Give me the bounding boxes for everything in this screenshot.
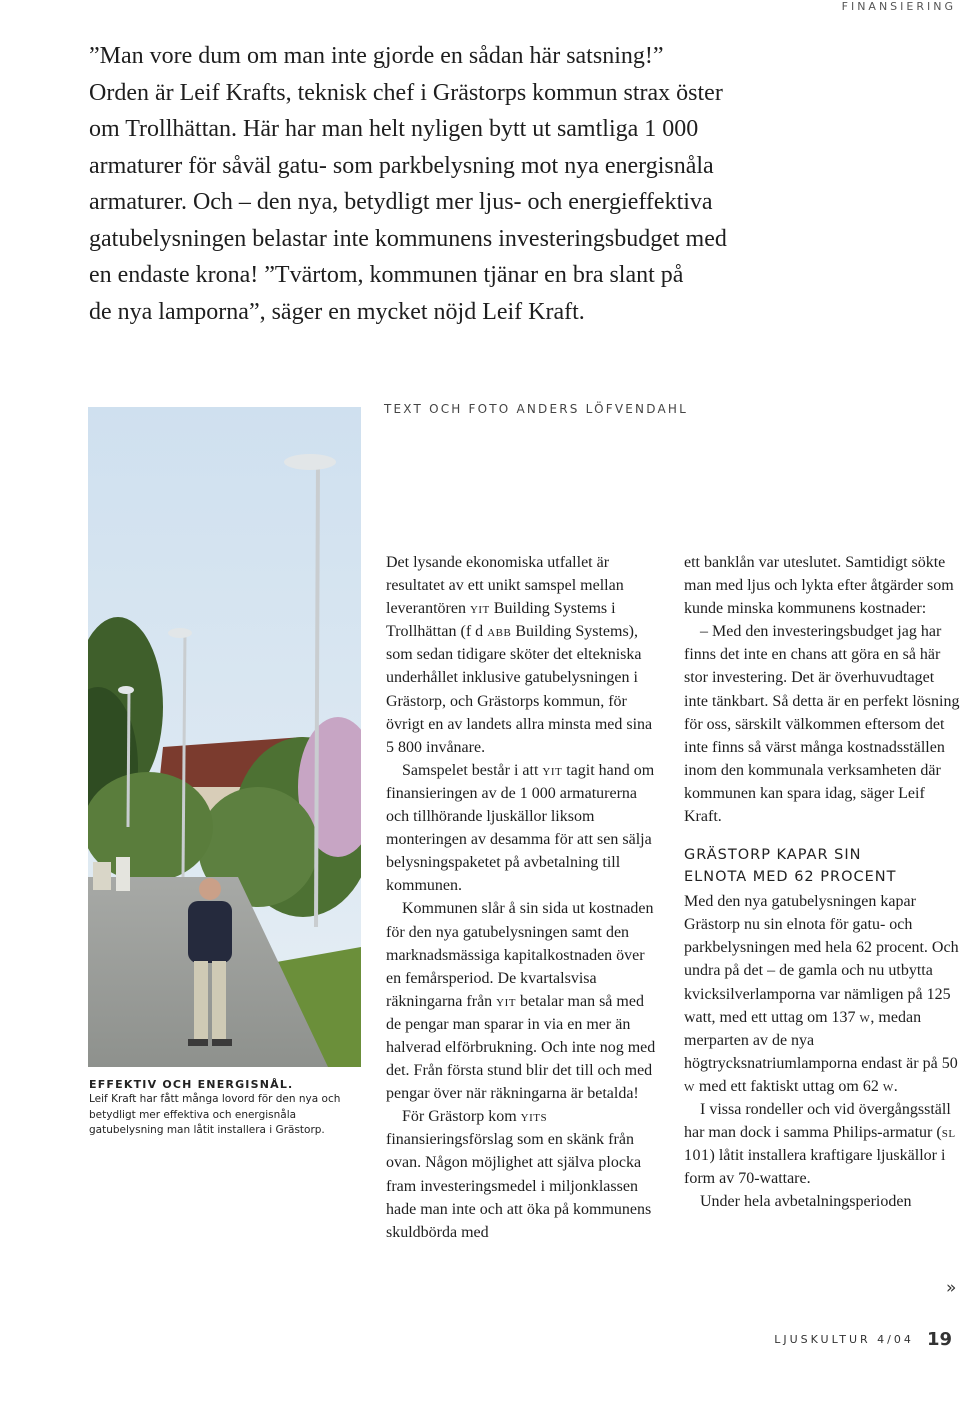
continue-arrow-icon: » [946,1278,957,1298]
byline: TEXT OCH FOTO ANDERS LÖFVENDAHL [384,402,688,416]
intro-line: om Trollhättan. Här har man helt nyligen bytt ut samtliga 1 000 [89,116,699,142]
body-paragraph: För Grästorp kom yits finansieringsförslag som en skänk från ovan. Någon möjlighet att själva plocka fram investeringsmedel i miljonklassen hade man inte och att öka på kommunens skuldbörda med [386,1108,652,1241]
body-paragraph: Det lysande ekonomiska utfallet är resultatet av ett unikt samspel mellan leverantören yit Building Systems i Trollhättan (f d abb Building Systems), som sedan tidigare sköter det eltekniska underhållet inklusive gatubelysningen i Grästorp, och Grästorps kommun, för övrigt en av landets allra minsta med sina 5 800 invånare. [386,554,653,756]
article-column-right [684,551,960,1213]
subheading: GRÄSTORP KAPAR SIN ELNOTA MED 62 PROCENT [684,847,897,886]
body-paragraph: Samspelet består i att yit tagit hand om finansieringen av de 1 000 armaturerna och tillhörande ljuskällor liksom monteringen av desamma för att sen sälja belysningspaketet på avbetalning till kommunen. [386,761,655,895]
article-column-middle [386,551,662,1244]
body-paragraph: Med den nya gatubelysningen kapar Grästorp nu sin elnota för gatu- och parkbelysningen med hela 62 procent. Och undra på det – de gamla och nu utbytta kvicksilverlamporna var nämligen på 125 watt, med ett uttag om 137 w, medan merparten av de nya högtrycksnatriumlamporna endast är på 50 w med ett faktiskt uttag om 62 w. [684,893,959,1095]
page-footer [774,1329,952,1350]
street-lighting-photo [88,407,361,1067]
photo-caption [89,1077,361,1139]
intro-line: armaturer för såväl gatu- som parkbelysning mot nya energisnåla [89,152,714,179]
intro-line: de nya lamporna”, säger en mycket nöjd Leif Kraft. [89,298,585,325]
intro-lead [89,38,809,330]
page-number: 19 [926,1329,952,1350]
body-paragraph: ett banklån var uteslutet. Samtidigt sökte man med ljus och lykta efter åtgärder som kunde minska kommunens kostnader: [684,554,954,618]
magazine-name: LJUSKULTUR 4/04 [774,1333,914,1346]
caption-text: Leif Kraft har fått många lovord för den nya och betydligt mer effektiva och energisnåla gatubelysning man låtit installera i Grästorp. [89,1093,341,1137]
intro-line: en endaste krona! ”Tvärtom, kommunen tjänar en bra slant på [89,262,684,288]
section-label: FINANSIERING [841,0,956,13]
intro-line: gatubelysningen belastar inte kommunens investeringsbudget med [89,225,727,252]
body-paragraph: I vissa rondeller och vid övergångsställ har man dock i samma Philips-armatur (sl 101) låtit installera kraftigare ljuskällor i form av 70-wattare. [684,1100,956,1188]
body-paragraph: – Med den investeringsbudget jag har finns det inte en chans att göra en så här stor investering. Det är överhuvudtaget inte tänkbart. Så detta är en perfekt lösning för oss, särskilt välkommen eftersom det inte finns så värst många kostnadsställen inom den kommunala verksamheten där kommunen kan spara idag, säger Leif Kraft. [684,623,960,826]
body-paragraph: Kommunen slår å sin sida ut kostnaden för den nya gatubelysningen samt den marknadsmässiga kapitalkostnaden över en femårsperiod. De kvartalsvisa räkningarna från yit betalar man så med de pengar man sparar in via en mer än halverad elförbrukning. Och inte nog med det. Från första stund blir det till och med pengar över när räkningarna är betalda! [386,900,656,1103]
intro-line: ”Man vore dum om man inte gjorde en sådan här satsning!” [89,43,664,69]
body-paragraph: Under hela avbetalningsperioden [700,1193,912,1211]
intro-line: armaturer. Och – den nya, betydligt mer ljus- och energieffektiva [89,189,713,215]
caption-heading: EFFEKTIV OCH ENERGISNÅL. [89,1078,294,1091]
intro-line: Orden är Leif Krafts, teknisk chef i Grästorps kommun strax öster [89,79,723,106]
